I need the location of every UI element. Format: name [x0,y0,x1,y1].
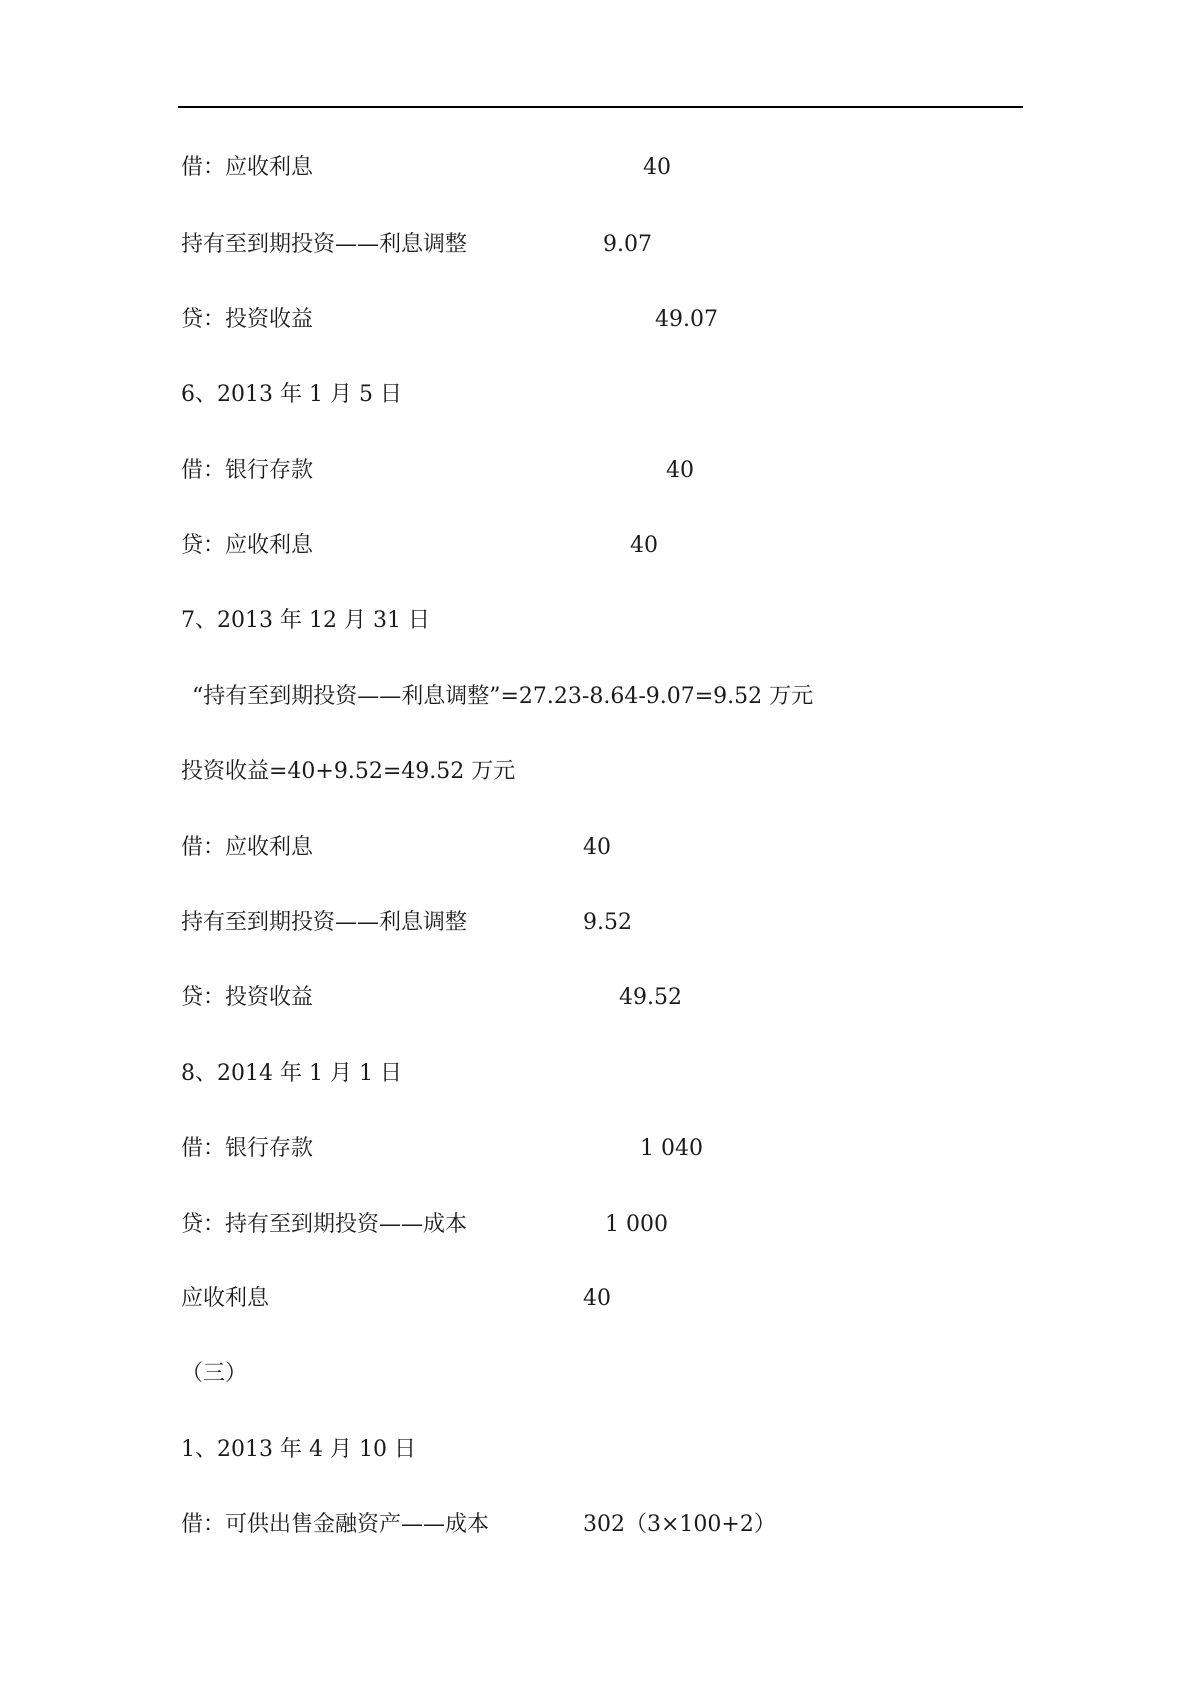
entry-label: 持有至到期投资——利息调整 [181,910,468,935]
entry-amount: 9.07 [603,232,652,257]
entry-amount: 9.52 [583,910,632,935]
calculation-text: “持有至到期投资——利息调整”=27.23-8.64-9.07=9.52 万元 [192,684,814,709]
header-rule [178,106,1023,108]
entry-label: 借：银行存款 [181,458,314,483]
calculation-text: 投资收益=40+9.52=49.52 万元 [181,759,516,784]
entry-amount: 40 [643,155,671,180]
calculation-line [0,680,1191,714]
entry-label: 贷：投资收益 [181,985,314,1010]
section-heading [0,378,1191,412]
entry-line [0,1508,1191,1542]
entry-amount: 49.52 [619,985,682,1010]
entry-amount: 1 040 [640,1136,703,1161]
entry-line [0,303,1191,337]
entry-amount: 49.07 [655,307,718,332]
heading-text: 8、2014 年 1 月 1 日 [181,1061,402,1086]
section-heading [0,604,1191,638]
section-heading [0,1433,1191,1467]
calculation-line [0,755,1191,789]
entry-label: 贷：持有至到期投资——成本 [181,1212,468,1237]
entry-line [0,906,1191,940]
heading-text: （三） [181,1361,248,1386]
entry-label: 借：应收利息 [181,155,314,180]
heading-text: 6、2013 年 1 月 5 日 [181,382,402,407]
entry-amount: 1 000 [605,1212,668,1237]
section-heading [0,1357,1191,1391]
entry-label: 借：应收利息 [181,835,314,860]
entry-line [0,981,1191,1015]
entry-line [0,529,1191,563]
entry-line [0,1282,1191,1316]
entry-line [0,454,1191,488]
entry-label: 贷：应收利息 [181,533,314,558]
entry-amount: 40 [583,1286,611,1311]
entry-label: 贷：投资收益 [181,307,314,332]
heading-text: 1、2013 年 4 月 10 日 [181,1437,416,1462]
entry-line [0,1132,1191,1166]
entry-label: 借：可供出售金融资产——成本 [181,1512,490,1537]
heading-text: 7、2013 年 12 月 31 日 [181,608,430,633]
entry-line [0,151,1191,185]
entry-line [0,831,1191,865]
entry-amount: 302（3×100+2） [583,1512,776,1537]
entry-amount: 40 [666,458,694,483]
entry-line [0,228,1191,262]
entry-label: 持有至到期投资——利息调整 [181,232,468,257]
entry-line [0,1208,1191,1242]
entry-amount: 40 [630,533,658,558]
section-heading [0,1057,1191,1091]
entry-label: 借：银行存款 [181,1136,314,1161]
entry-amount: 40 [583,835,611,860]
entry-label: 应收利息 [181,1286,270,1311]
